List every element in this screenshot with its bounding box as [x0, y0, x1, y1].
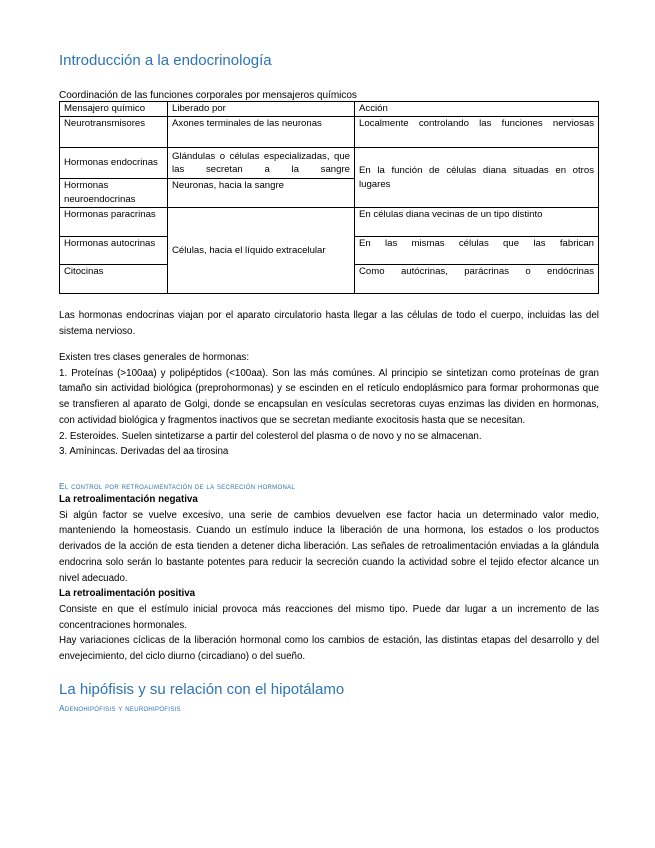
action-cell: En las mismas células que las fabrican — [359, 238, 594, 249]
page-title: Introducción a la endocrinología — [59, 52, 272, 69]
table-header-row — [60, 102, 599, 117]
feedback-heading: El control por retroalimentación de la secreción hormonal — [59, 481, 296, 491]
class-item-1: 1. Proteínas (>100aa) y polipéptidos (<100aa). Son las más comúnes. Al principio se sintetizan como proteínas de gran tamaño sin actividad biológica (preprohormonas) y se escinden en el retículo endoplásmico para formar prohormonas que se transfieren al aparato de Golgi, donde se encapsulan en vesículas secretoras cuyas enzimas las dividen en hormonas, con actividad biológica y fragmentos inactivos que se secretan mediante exocitosis hasta que se necesitan. — [59, 367, 599, 426]
positive-feedback-title: La retroalimentación positiva — [59, 588, 196, 600]
negative-feedback-title: La retroalimentación negativa — [59, 494, 198, 505]
table-row — [60, 148, 599, 179]
released-cell: Axones terminales de las neuronas — [168, 117, 355, 148]
positive-feedback-text: Consiste en que el estímulo inicial provoca más reacciones del mismo tipo. Puede dar lugar a un incremento de las concentraciones hormonales. — [59, 603, 599, 631]
class-item-2: 2. Esteroides. Suelen sintetizarse a partir del colesterol del plasma o de novo y no se almacenan. — [59, 430, 482, 442]
feedback-section — [59, 492, 599, 665]
circulation-paragraph: Las hormonas endocrinas viajan por el aparato circulatorio hasta llegar a las células de todo el cuerpo, incluidas las del sistema nervioso. — [59, 310, 599, 337]
messengers-table — [59, 101, 599, 294]
class-item-3: 3. Amínincas. Derivadas del aa tirosina — [59, 446, 229, 458]
messenger-cell: Neurotransmisores — [60, 117, 168, 148]
table-row — [60, 117, 599, 148]
action-cell: En células diana vecinas de un tipo distinto — [355, 208, 599, 237]
table-row — [60, 208, 599, 237]
released-cell: Células, hacia el líquido extracelular — [168, 208, 355, 294]
action-cell: Localmente controlando las funciones nerviosas — [359, 118, 594, 129]
released-cell: Neuronas, hacia la sangre — [168, 179, 355, 208]
header-cell: Acción — [355, 102, 599, 117]
released-cell: Glándulas o células especializadas, que las secretan a la sangre — [172, 150, 350, 175]
messenger-cell: Hormonas neuroendocrinas — [60, 179, 168, 208]
action-cell: En la función de células diana situadas en otros lugares — [359, 165, 594, 190]
negative-feedback-text: Si algún factor se vuelve excesivo, una serie de cambios devuelven ese factor hacia un determinado valor medio, manteniendo la homeostasis. Cuando un estímulo induce la liberación de una hormona, los estados o los productos derivados de la acción de esta tienden a detener dicha liberación. Las señales de retroalimentación enviadas a la glándula endocrina solo serán lo bastante potentes para reducir la secreción cuando la actividad sobre el tejido efector alcance un nivel adecuado. — [59, 509, 599, 584]
messenger-cell: Citocinas — [60, 265, 168, 294]
classes-intro: Existen tres clases generales de hormonas: — [59, 352, 250, 363]
messenger-cell: Hormonas autocrinas — [60, 237, 168, 265]
messenger-cell: Hormonas endocrinas — [60, 148, 168, 179]
action-cell: Como autócrinas, parácrinas o endócrinas — [359, 266, 594, 277]
hormone-classes — [59, 350, 599, 460]
header-cell: Mensajero químico — [60, 102, 168, 117]
table-caption: Coordinación de las funciones corporales por mensajeros químicos — [59, 90, 357, 101]
section-subheading: Adenohipófisis y neurohipófisis — [59, 703, 181, 713]
section-title: La hipófisis y su relación con el hipotálamo — [59, 681, 345, 698]
variations-text: Hay variaciones cíclicas de la liberación hormonal como los cambios de estación, las distintas etapas del desarrollo y del envejecimiento, del ciclo diurno (circadiano) o del sueño. — [59, 635, 599, 663]
messenger-cell: Hormonas paracrinas — [60, 208, 168, 237]
header-cell: Liberado por — [168, 102, 355, 117]
